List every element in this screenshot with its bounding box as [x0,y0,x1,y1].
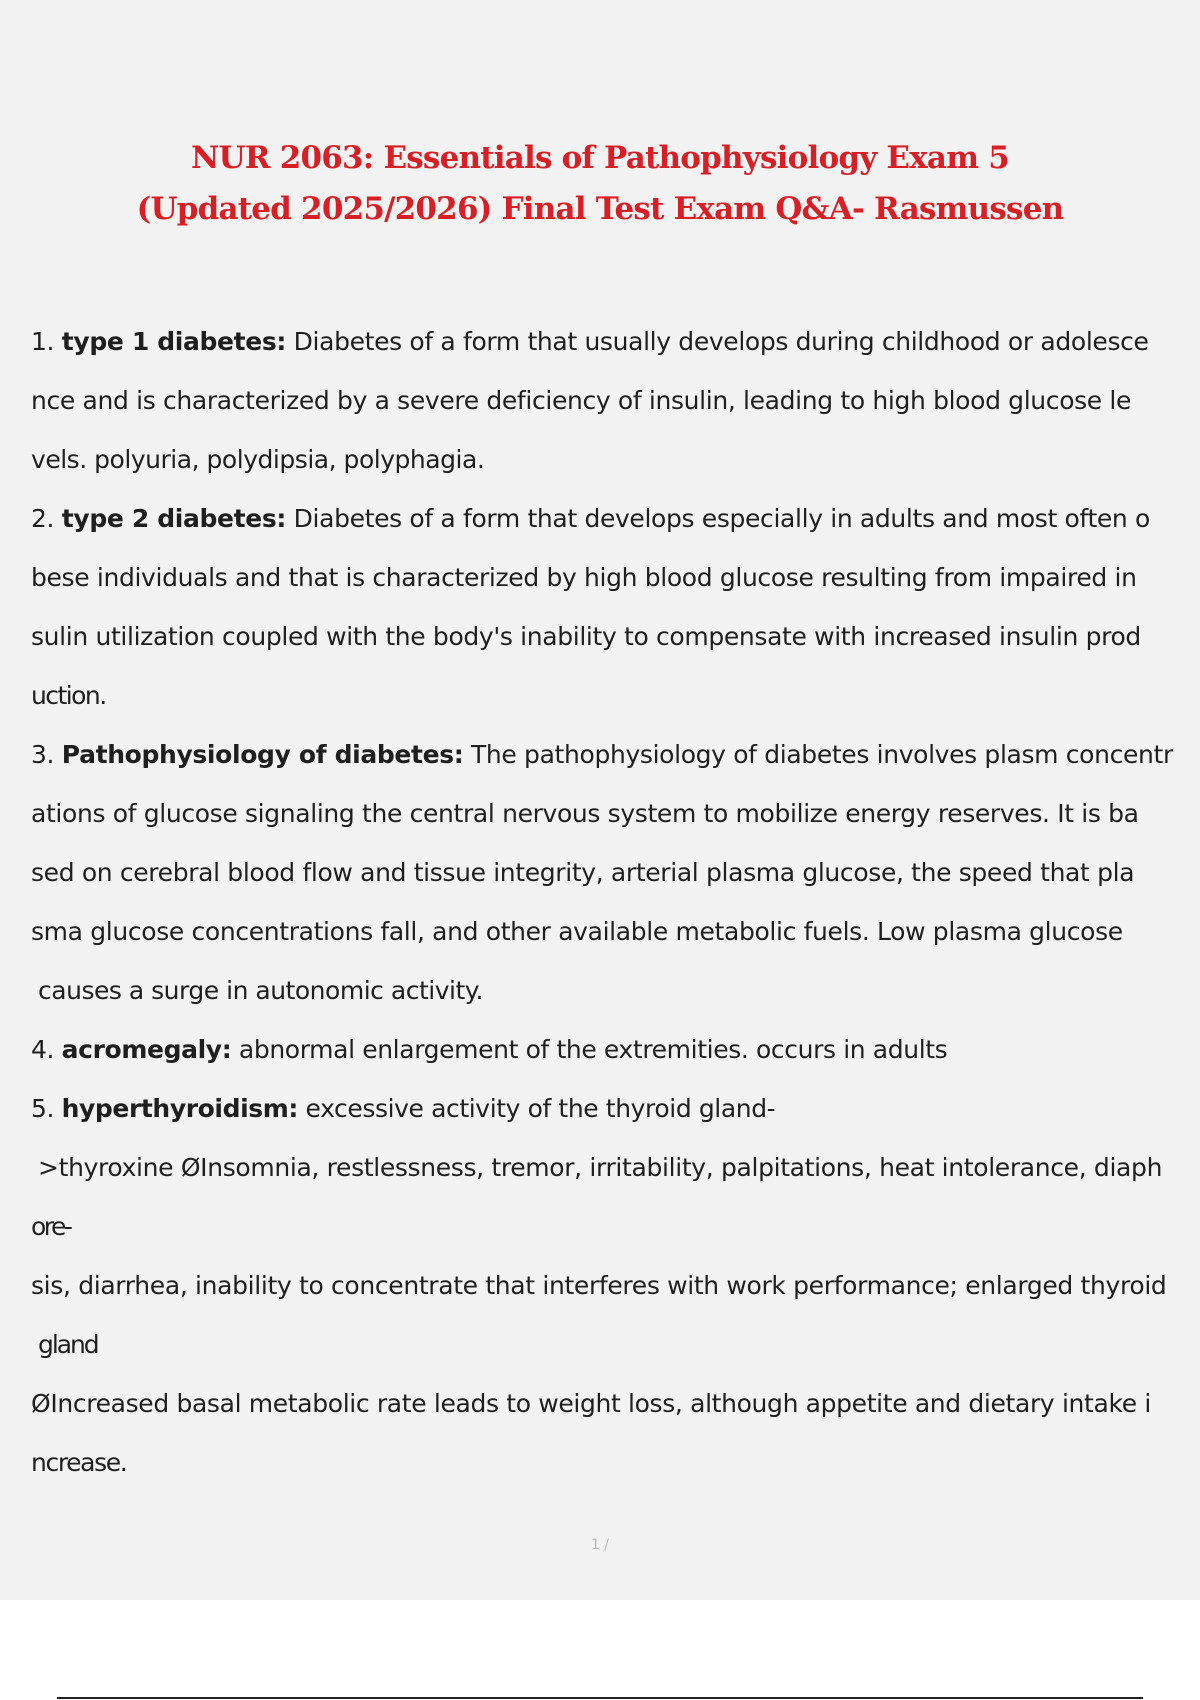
item-text: Diabetes of a form that develops especially in adults and most often o [293,504,1150,533]
item-number: 3. [31,740,55,769]
item-3-line-5: causes a surge in autonomic activity. [38,976,483,1005]
item-2-line-2: bese individuals and that is characterized by high blood glucose resulting from impaired in [31,563,1137,592]
item-5-line-4: sis, diarrhea, inability to concentrate that interferes with work performance; enlarged thyroid [31,1271,1167,1300]
item-term: type 2 diabetes: [61,504,287,533]
item-term: type 1 diabetes: [61,327,287,356]
item-term: hyperthyroidism: [61,1094,298,1123]
item-term: Pathophysiology of diabetes: [61,740,464,769]
item-text: Diabetes of a form that usually develops during childhood or adolesce [293,327,1149,356]
item-number: 1. [31,327,55,356]
item-5-line-6: ØIncreased basal metabolic rate leads to weight loss, although appetite and dietary intake i [31,1389,1151,1418]
item-1-line-1 [31,312,1200,371]
document-title [0,133,1200,235]
item-text: excessive activity of the thyroid gland- [305,1094,776,1123]
item-1-line-2: nce and is characterized by a severe deficiency of insulin, leading to high blood glucose le [31,386,1132,415]
document-body [31,312,1200,1492]
item-5-line-2: >thyroxine ØInsomnia, restlessness, tremor, irritability, palpitations, heat intolerance, diaph [38,1153,1163,1182]
item-number: 2. [31,504,55,533]
item-number: 5. [31,1094,55,1123]
item-4-line-1 [31,1020,1200,1079]
item-term: acromegaly: [61,1035,232,1064]
title-line-1: NUR 2063: Essentials of Pathophysiology Exam 5 [191,140,1009,176]
item-3-line-2: ations of glucose signaling the central nervous system to mobilize energy reserves. It is ba [31,799,1139,828]
item-5-line-5: gland [38,1330,98,1359]
item-5-line-3: ore- [31,1212,71,1241]
horizontal-rule [57,1697,1143,1699]
item-text: The pathophysiology of diabetes involves plasm concentr [471,740,1173,769]
title-line-2: (Updated 2025/2026) Final Test Exam Q&A- Rasmussen [136,191,1064,227]
item-text: abnormal enlargement of the extremities. occurs in adults [238,1035,948,1064]
item-number: 4. [31,1035,55,1064]
page-number: 1 / [590,1537,610,1553]
item-2-line-1 [31,489,1200,548]
item-1-line-3: vels. polyuria, polydipsia, polyphagia. [31,445,485,474]
item-2-line-4: uction. [31,681,106,710]
item-5-line-1 [31,1079,1200,1138]
item-3-line-1 [31,725,1200,784]
item-5-line-7: ncrease. [31,1448,127,1477]
item-3-line-4: sma glucose concentrations fall, and other available metabolic fuels. Low plasma glucose [31,917,1123,946]
item-2-line-3: sulin utilization coupled with the body's inability to compensate with increased insulin prod [31,622,1141,651]
item-3-line-3: sed on cerebral blood flow and tissue integrity, arterial plasma glucose, the speed that pla [31,858,1135,887]
